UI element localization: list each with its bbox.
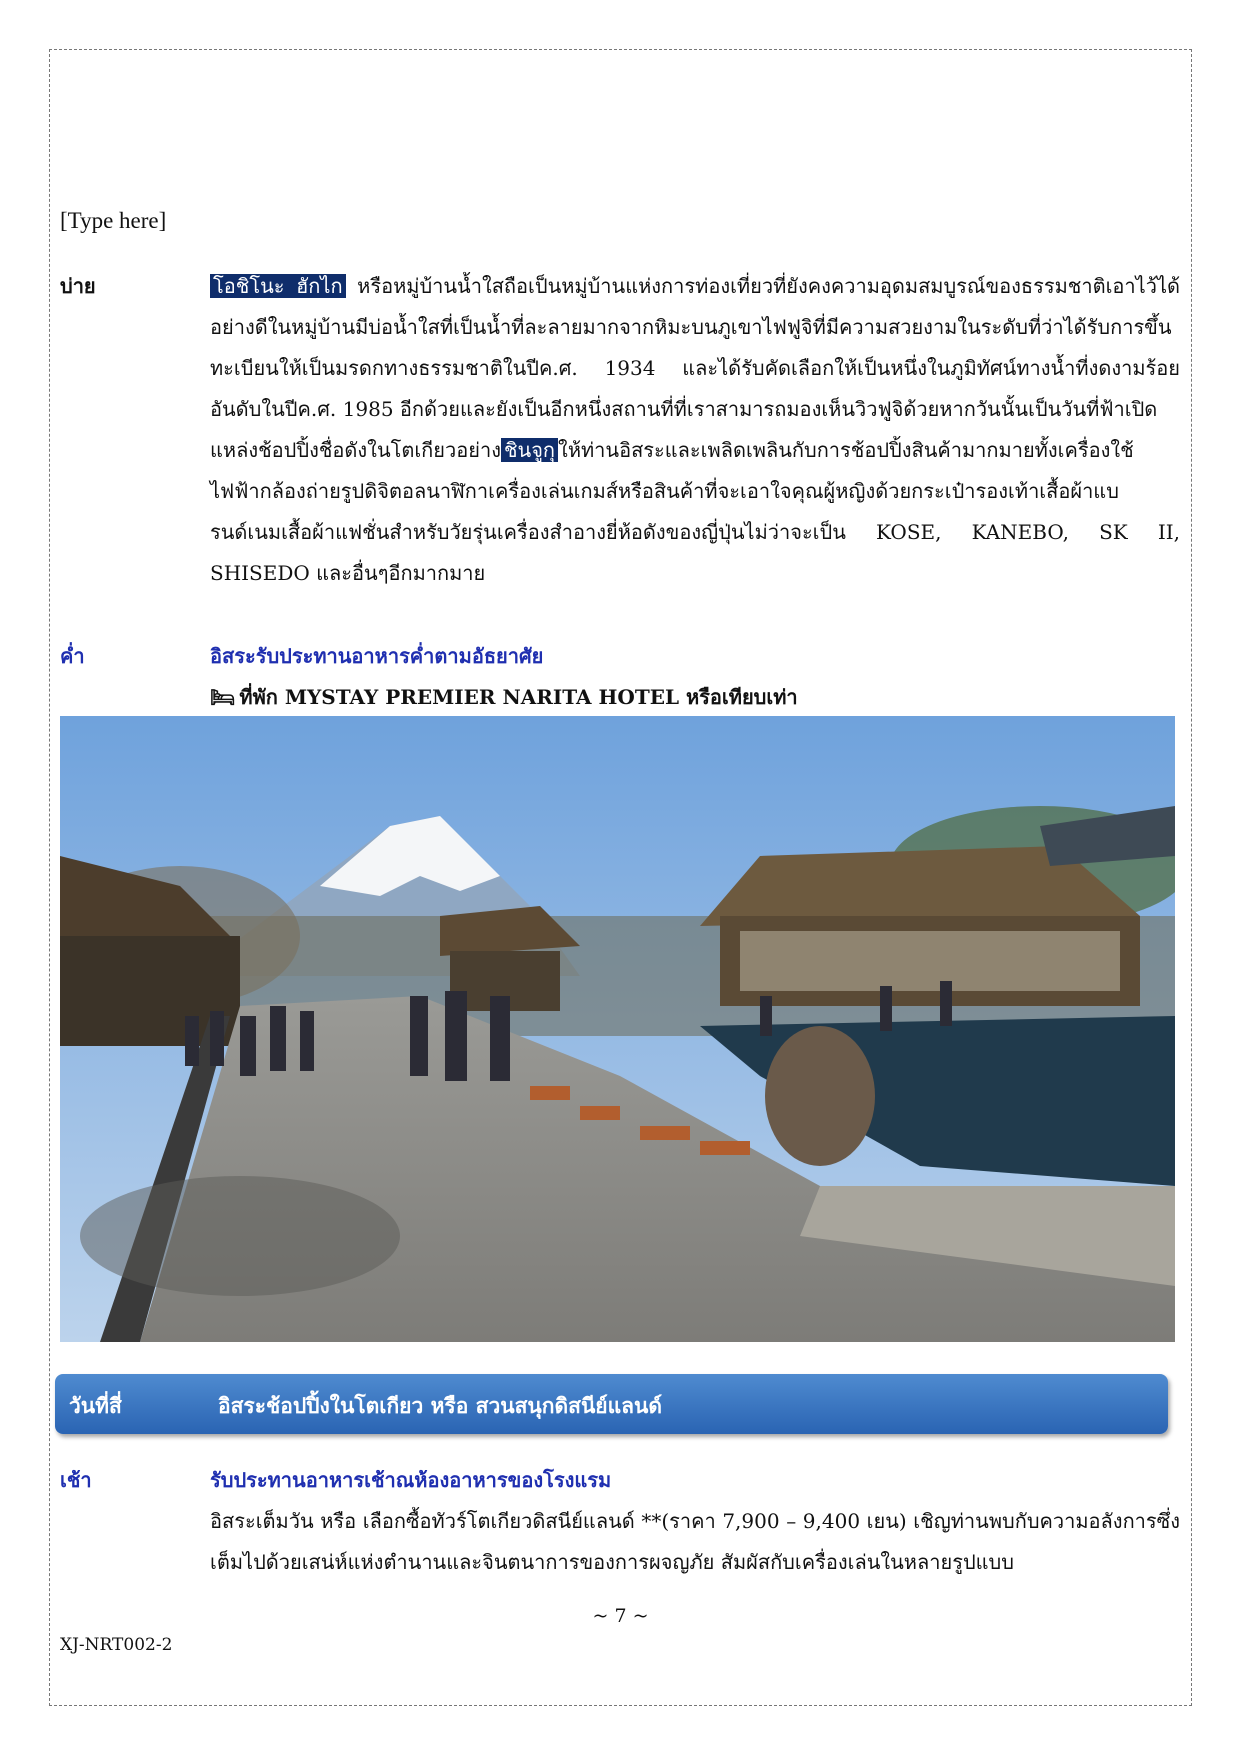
village-photo — [60, 716, 1175, 1342]
morning-description: อิสระเต็มวัน หรือ เลือกซื้อทัวร์โตเกียวดิสนีย์แลนด์ **(ราคา 7,900 – 9,400 เยน) เชิญท่านพบกับความอลังการซึ่งเต็มไปด้วยเสน่ห์แห่งตำนานและจินตนาการของการผจญภัย สัมผัสกับเครื่องเล่นในหลายรูปแบบ — [210, 1509, 1180, 1574]
evening-label: ค่ำ — [60, 644, 85, 668]
highlight-oshino-hakkai: โอชิโนะ ฮักไก — [210, 274, 346, 298]
afternoon-paragraph-2-rest: ให้ท่านอิสระและเพลิดเพลินกับการช้อปปิ้งสินค้ามากมายทั้งเครื่องใช้ไฟฟ้ากล้องถ่ายรูปดิจิตอลนาฬิกาเครื่องเล่นเกมส์หรือสินค้าที่จะเอาใจคุณผู้หญิงด้วยกระเป๋ารองเท้าเสื้อผ้าแบรนด์เนมเสื้อผ้าแฟชั่นสำหรับวัยรุ่นเครื่องสำอางยี่ห้อดังของญี่ปุ่นไม่ว่าจะเป็น KOSE, KANEBO, SK II, SHISEDO และอื่นๆอีกมากมาย — [210, 438, 1180, 585]
header-placeholder: [Type here] — [60, 208, 167, 233]
morning-label: เช้า — [60, 1468, 92, 1492]
day-number: วันที่สี่ — [69, 1393, 122, 1418]
page-number: ~ 7 ~ — [592, 1605, 649, 1627]
afternoon-label: บ่าย — [60, 274, 96, 298]
afternoon-paragraph-2-start: แหล่งช้อปปิ้งชื่อดังในโตเกียวอย่าง — [210, 438, 501, 462]
bed-icon: 🛏 — [210, 685, 236, 709]
day-banner — [55, 1374, 1168, 1434]
morning-content — [210, 1460, 1180, 1583]
hotel-text: ที่พัก MYSTAY PREMIER NARITA HOTEL หรือเทียบเท่า — [239, 685, 798, 709]
morning-breakfast-text: รับประทานอาหารเช้าณห้องอาหารของโรงแรม — [210, 1468, 612, 1492]
evening-dinner-text: อิสระรับประทานอาหารค่ำตามอัธยาศัย — [210, 644, 544, 668]
afternoon-paragraph-1: หรือหมู่บ้านน้ำใสถือเป็นหมู่บ้านแห่งการท่องเที่ยวที่ยังคงความอุดมสมบูรณ์ของธรรมชาติเอาไว้ได้อย่างดีในหมู่บ้านมีบ่อน้ำใสที่เป็นน้ำที่ละลายมากจากหิมะบนภูเขาไฟฟูจิที่มีความสวยงามในระดับที่ว่าได้รับการขึ้นทะเบียนให้เป็นมรดกทางธรรมชาติในปีค.ศ. 1934 และได้รับคัดเลือกให้เป็นหนึ่งในภูมิทัศน์ทางน้ำที่งดงามร้อยอันดับในปีค.ศ. 1985 อีกด้วยและยังเป็นอีกหนึ่งสถานที่ที่เราสามารถมองเห็นวิวฟูจิด้วยหากวันนั้นเป็นวันที่ฟ้าเปิด — [210, 274, 1180, 421]
evening-content — [210, 636, 1180, 718]
highlight-shinjuku: ชินจูกุ — [501, 438, 558, 462]
afternoon-content — [210, 266, 1180, 594]
day-title: อิสระช้อปปิ้งในโตเกียว หรือ สวนสนุกดิสนีย์แลนด์ — [218, 1393, 663, 1418]
document-code: XJ-NRT002-2 — [60, 1635, 173, 1655]
hotel-line — [210, 677, 1180, 718]
